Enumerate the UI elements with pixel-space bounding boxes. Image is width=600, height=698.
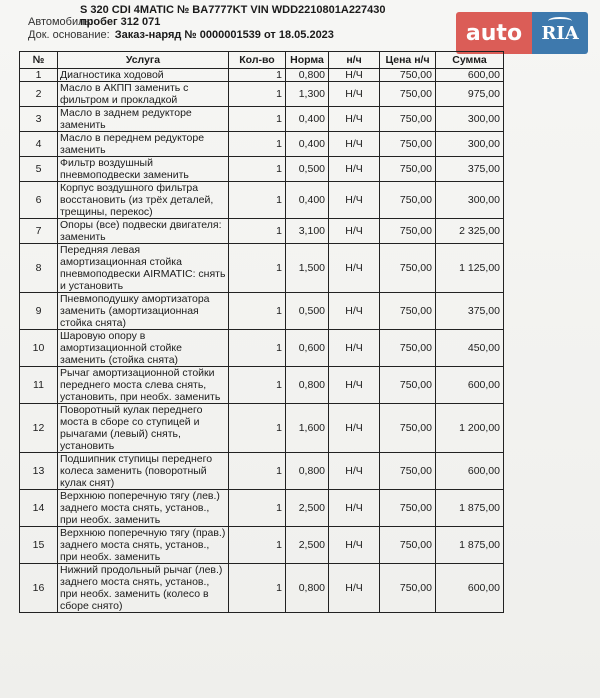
col-header-price: Цена н/ч <box>380 52 436 69</box>
cell-norm: 0,800 <box>286 564 329 613</box>
cell-unit: Н/Ч <box>329 564 380 613</box>
cell-norm: 1,600 <box>286 404 329 453</box>
cell-service: Диагностика ходовой <box>58 69 229 82</box>
table-row <box>20 527 504 564</box>
cell-service: Корпус воздушного фильтра восстановить (из трёх деталей, трещины, перекос) <box>58 182 229 219</box>
cell-sum: 600,00 <box>436 69 504 82</box>
cell-price: 750,00 <box>380 330 436 367</box>
cell-price: 750,00 <box>380 182 436 219</box>
cell-qty: 1 <box>229 244 286 293</box>
table-row <box>20 330 504 367</box>
cell-price: 750,00 <box>380 490 436 527</box>
cell-qty: 1 <box>229 367 286 404</box>
cell-price: 750,00 <box>380 82 436 107</box>
vehicle-label: Автомобиль: <box>28 16 94 28</box>
cell-norm: 0,400 <box>286 132 329 157</box>
cell-norm: 0,500 <box>286 157 329 182</box>
table-row <box>20 367 504 404</box>
work-order-value: Заказ-наряд № 0000001539 от 18.05.2023 <box>114 29 334 41</box>
cell-norm: 0,500 <box>286 293 329 330</box>
cell-price: 750,00 <box>380 564 436 613</box>
cell-qty: 1 <box>229 82 286 107</box>
cell-unit: Н/Ч <box>329 293 380 330</box>
cell-service: Масло в АКПП заменить с фильтром и прокладкой <box>58 82 229 107</box>
table-row <box>20 132 504 157</box>
cell-price: 750,00 <box>380 132 436 157</box>
cell-service: Пневмоподушку амортизатора заменить (амортизационная стойка снята) <box>58 293 229 330</box>
cell-price: 750,00 <box>380 69 436 82</box>
vehicle-line <box>28 16 161 29</box>
cell-unit: Н/Ч <box>329 157 380 182</box>
cell-service: Опоры (все) подвески двигателя: заменить <box>58 219 229 244</box>
cell-price: 750,00 <box>380 404 436 453</box>
cell-qty: 1 <box>229 182 286 219</box>
cell-num: 5 <box>20 157 58 182</box>
cell-num: 1 <box>20 69 58 82</box>
cell-qty: 1 <box>229 219 286 244</box>
cell-unit: Н/Ч <box>329 244 380 293</box>
cell-unit: Н/Ч <box>329 182 380 219</box>
table-row <box>20 564 504 613</box>
cell-unit: Н/Ч <box>329 367 380 404</box>
table-row <box>20 182 504 219</box>
cell-service: Верхнюю поперечную тягу (прав.) заднего моста снять, установ., при необх. заменить <box>58 527 229 564</box>
table-row <box>20 107 504 132</box>
cell-num: 4 <box>20 132 58 157</box>
cell-sum: 300,00 <box>436 107 504 132</box>
doc-basis-label: Док. основание: <box>28 29 110 41</box>
cell-service: Передняя левая амортизационная стойка пневмоподвески AIRMATIC: снять и установить <box>58 244 229 293</box>
cell-unit: Н/Ч <box>329 107 380 132</box>
cell-price: 750,00 <box>380 157 436 182</box>
cell-unit: Н/Ч <box>329 82 380 107</box>
cell-sum: 600,00 <box>436 564 504 613</box>
cell-sum: 600,00 <box>436 367 504 404</box>
cell-num: 2 <box>20 82 58 107</box>
table-row <box>20 293 504 330</box>
cell-price: 750,00 <box>380 293 436 330</box>
cell-price: 750,00 <box>380 219 436 244</box>
cell-price: 750,00 <box>380 453 436 490</box>
cell-num: 11 <box>20 367 58 404</box>
cell-sum: 2 325,00 <box>436 219 504 244</box>
table-row <box>20 157 504 182</box>
cell-norm: 0,400 <box>286 182 329 219</box>
watermark-ria-text: RIA <box>541 22 579 44</box>
table-row <box>20 69 504 82</box>
cell-price: 750,00 <box>380 367 436 404</box>
cell-service: Фильтр воздушный пневмоподвески заменить <box>58 157 229 182</box>
cell-qty: 1 <box>229 157 286 182</box>
watermark-ria-logo <box>532 12 588 54</box>
autoria-watermark <box>456 12 588 54</box>
col-header-unit: н/ч <box>329 52 380 69</box>
cell-service: Подшипник ступицы переднего колеса заменить (поворотный кулак снят) <box>58 453 229 490</box>
mileage-value: пробег 312 071 <box>80 16 161 28</box>
cell-service: Рычаг амортизационной стойки переднего моста слева снять, установить, при необх. заменить <box>58 367 229 404</box>
cell-norm: 0,400 <box>286 107 329 132</box>
cell-num: 6 <box>20 182 58 219</box>
cell-num: 10 <box>20 330 58 367</box>
cell-unit: Н/Ч <box>329 219 380 244</box>
cell-sum: 1 200,00 <box>436 404 504 453</box>
cell-unit: Н/Ч <box>329 453 380 490</box>
cell-norm: 2,500 <box>286 527 329 564</box>
cell-qty: 1 <box>229 564 286 613</box>
cell-sum: 300,00 <box>436 132 504 157</box>
table-row <box>20 82 504 107</box>
services-table <box>19 51 504 613</box>
cell-qty: 1 <box>229 132 286 157</box>
cell-sum: 375,00 <box>436 293 504 330</box>
table-row <box>20 490 504 527</box>
cell-service: Верхнюю поперечную тягу (лев.) заднего моста снять, установ., при необх. заменить <box>58 490 229 527</box>
cell-unit: Н/Ч <box>329 132 380 157</box>
cell-price: 750,00 <box>380 107 436 132</box>
cell-num: 13 <box>20 453 58 490</box>
cell-service: Поворотный кулак переднего моста в сборе со ступицей и рычагами (левый) снять, установить <box>58 404 229 453</box>
cell-unit: Н/Ч <box>329 69 380 82</box>
cell-norm: 3,100 <box>286 219 329 244</box>
cell-num: 12 <box>20 404 58 453</box>
cell-norm: 0,600 <box>286 330 329 367</box>
table-row <box>20 404 504 453</box>
cell-price: 750,00 <box>380 244 436 293</box>
cell-num: 16 <box>20 564 58 613</box>
cell-qty: 1 <box>229 404 286 453</box>
cell-norm: 0,800 <box>286 69 329 82</box>
cell-sum: 450,00 <box>436 330 504 367</box>
col-header-qty: Кол-во <box>229 52 286 69</box>
cell-sum: 1 125,00 <box>436 244 504 293</box>
watermark-auto-text: auto <box>456 12 532 54</box>
cell-qty: 1 <box>229 69 286 82</box>
cell-num: 3 <box>20 107 58 132</box>
cell-qty: 1 <box>229 453 286 490</box>
col-header-norm: Норма <box>286 52 329 69</box>
cell-qty: 1 <box>229 490 286 527</box>
col-header-num: № <box>20 52 58 69</box>
cell-num: 8 <box>20 244 58 293</box>
cell-unit: Н/Ч <box>329 404 380 453</box>
doc-basis-line <box>28 29 334 42</box>
cell-norm: 1,300 <box>286 82 329 107</box>
cell-num: 14 <box>20 490 58 527</box>
table-row <box>20 219 504 244</box>
cell-unit: Н/Ч <box>329 330 380 367</box>
table-header-row <box>20 52 504 69</box>
cell-num: 15 <box>20 527 58 564</box>
cell-sum: 600,00 <box>436 453 504 490</box>
cell-num: 9 <box>20 293 58 330</box>
col-header-sum: Сумма <box>436 52 504 69</box>
cell-norm: 0,800 <box>286 453 329 490</box>
cell-qty: 1 <box>229 527 286 564</box>
cell-qty: 1 <box>229 330 286 367</box>
cell-qty: 1 <box>229 293 286 330</box>
table-row <box>20 244 504 293</box>
table-row <box>20 453 504 490</box>
col-header-service: Услуга <box>58 52 229 69</box>
ria-hat-icon <box>548 17 572 25</box>
cell-service: Масло в заднем редукторе заменить <box>58 107 229 132</box>
cell-sum: 375,00 <box>436 157 504 182</box>
cell-sum: 1 875,00 <box>436 490 504 527</box>
cell-norm: 2,500 <box>286 490 329 527</box>
cell-norm: 1,500 <box>286 244 329 293</box>
cell-sum: 975,00 <box>436 82 504 107</box>
cell-service: Шаровую опору в амортизационной стойке заменить (стойка снята) <box>58 330 229 367</box>
vehicle-title: S 320 CDI 4MATIC № BA7777KT VIN WDD2210801A227430 <box>80 4 386 16</box>
cell-service: Масло в переднем редукторе заменить <box>58 132 229 157</box>
cell-qty: 1 <box>229 107 286 132</box>
cell-unit: Н/Ч <box>329 527 380 564</box>
cell-num: 7 <box>20 219 58 244</box>
cell-sum: 1 875,00 <box>436 527 504 564</box>
cell-service: Нижний продольный рычаг (лев.) заднего моста снять, установ., при необх. заменить (колесо в сборе снято) <box>58 564 229 613</box>
cell-unit: Н/Ч <box>329 490 380 527</box>
cell-sum: 300,00 <box>436 182 504 219</box>
cell-price: 750,00 <box>380 527 436 564</box>
cell-norm: 0,800 <box>286 367 329 404</box>
